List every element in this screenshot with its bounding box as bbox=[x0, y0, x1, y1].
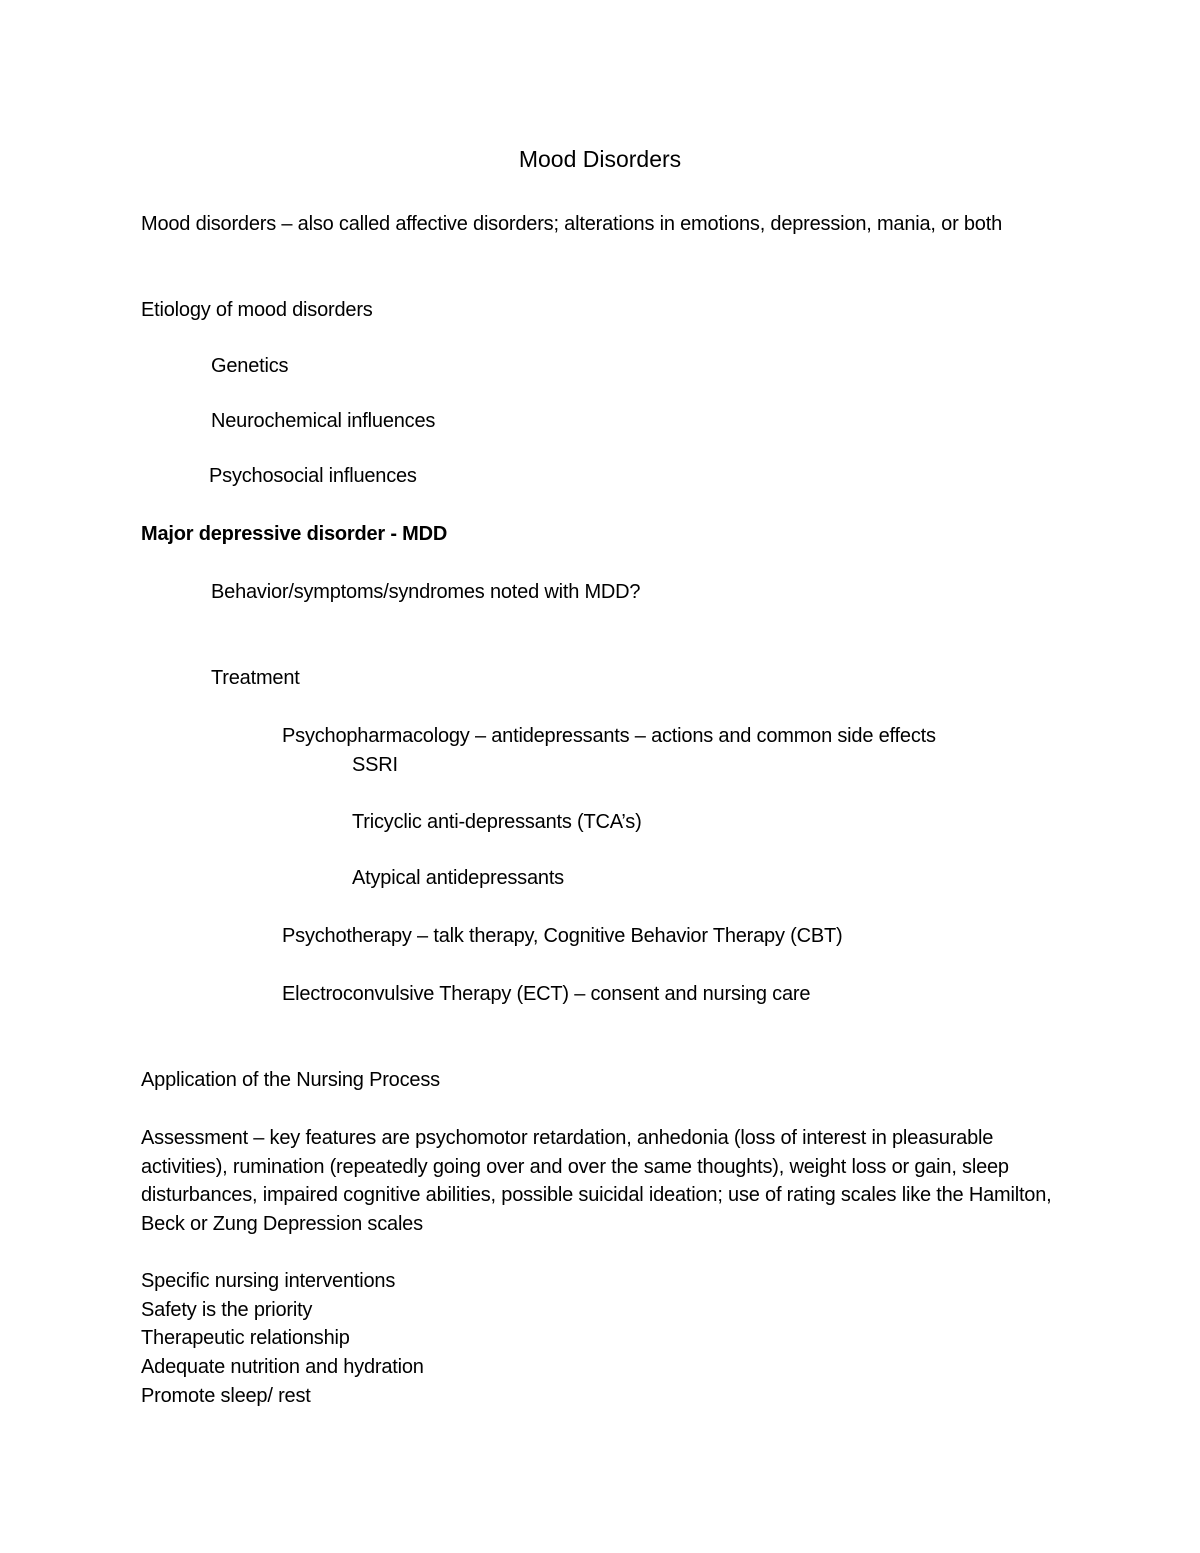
psychotherapy-line: Psychotherapy – talk therapy, Cognitive Behavior Therapy (CBT) bbox=[282, 925, 843, 947]
etiology-item-genetics: Genetics bbox=[211, 355, 289, 377]
intervention-item: Safety is the priority bbox=[141, 1299, 313, 1321]
ect-line: Electroconvulsive Therapy (ECT) – consent and nursing care bbox=[282, 983, 811, 1005]
treatment-heading: Treatment bbox=[211, 667, 300, 689]
etiology-item-neurochemical: Neurochemical influences bbox=[211, 410, 436, 432]
page-title: Mood Disorders bbox=[518, 146, 682, 172]
drug-class-ssri: SSRI bbox=[352, 754, 398, 776]
intervention-item: Adequate nutrition and hydration bbox=[141, 1356, 424, 1378]
interventions-heading: Specific nursing interventions bbox=[141, 1270, 396, 1292]
assessment-paragraph: Assessment – key features are psychomotor retardation, anhedonia (loss of interest in pleasurable activities), rumination (repeatedly going over and over the same thoughts), weight loss or gain, sleep disturbances, impaired cognitive abilities, possible suicidal ideation; use of rating scales like the Hamilton, Beck or Zung Depression scales bbox=[141, 1127, 1052, 1235]
mdd-behavior: Behavior/symptoms/syndromes noted with MDD? bbox=[211, 581, 641, 603]
intervention-item: Therapeutic relationship bbox=[141, 1327, 350, 1349]
nursing-process-heading: Application of the Nursing Process bbox=[141, 1069, 440, 1091]
drug-class-atypical: Atypical antidepressants bbox=[352, 867, 564, 889]
mdd-heading: Major depressive disorder - MDD bbox=[141, 523, 448, 545]
intervention-item: Promote sleep/ rest bbox=[141, 1385, 311, 1407]
drug-class-tca: Tricyclic anti-depressants (TCA’s) bbox=[352, 811, 642, 833]
etiology-item-psychosocial: Psychosocial influences bbox=[209, 465, 417, 487]
etiology-heading: Etiology of mood disorders bbox=[141, 299, 373, 321]
intro-paragraph: Mood disorders – also called affective disorders; alterations in emotions, depression, mania, or both bbox=[141, 213, 1003, 235]
psychopharmacology-line: Psychopharmacology – antidepressants – actions and common side effects bbox=[282, 725, 936, 747]
